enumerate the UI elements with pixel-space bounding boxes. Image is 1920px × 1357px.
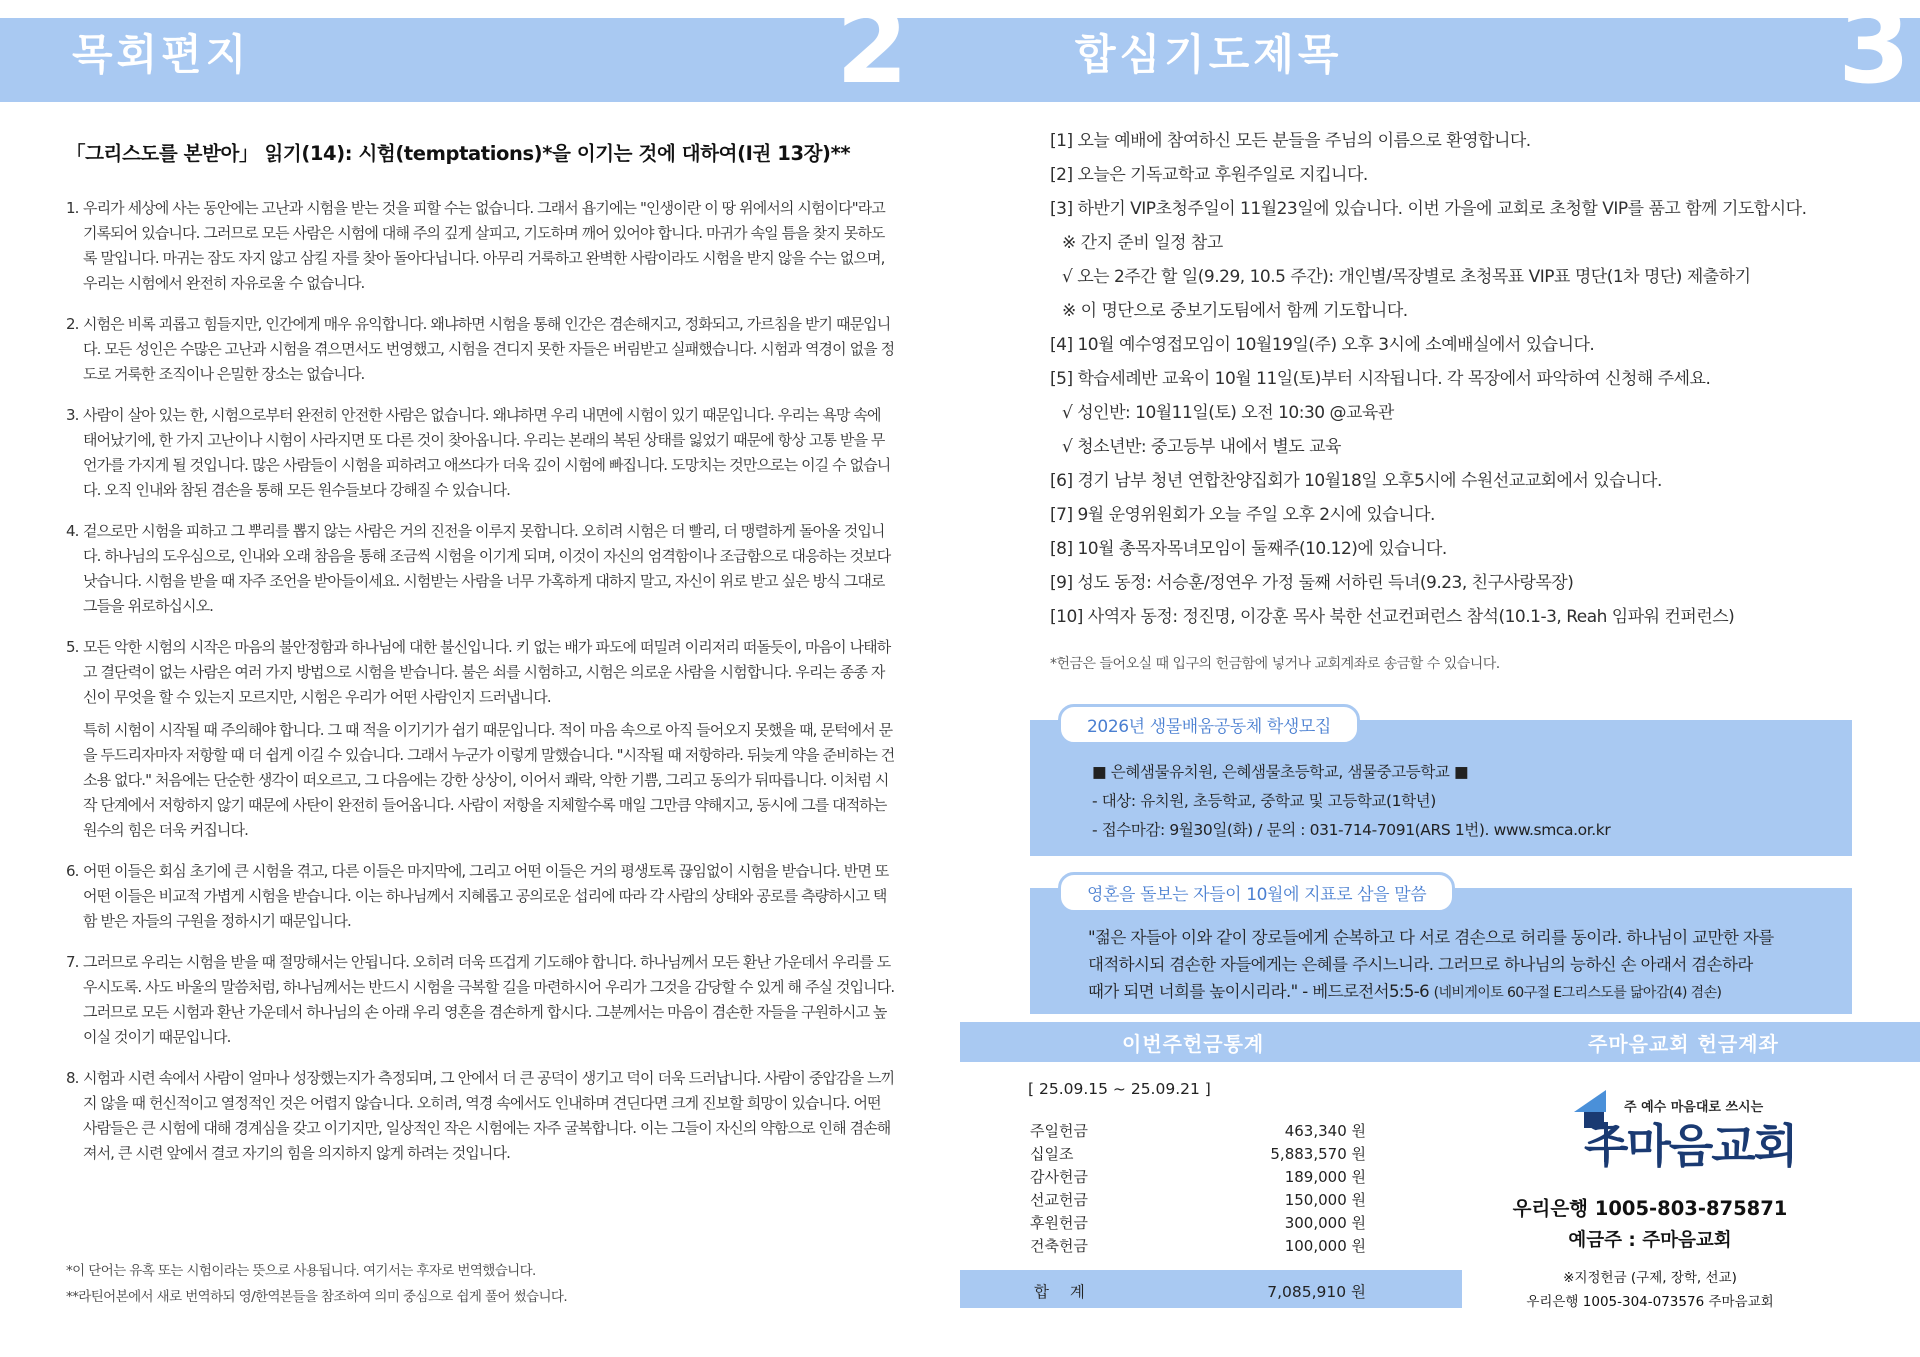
offering-label: 선교헌금 bbox=[1030, 1191, 1088, 1209]
offering-total-label: 합 계 bbox=[1034, 1283, 1093, 1301]
letter-paragraph-2 bbox=[66, 312, 898, 387]
recruit-schools: ■ 은혜샘물유치원, 은혜샘물초등학교, 샘물중고등학교 ■ bbox=[1092, 763, 1469, 781]
prayer-item: [5] 학습세례반 교육이 10월 11일(토)부터 시작됩니다. 각 목장에서 파악하여 신청해 주세요. bbox=[1050, 369, 1711, 389]
recruit-deadline: - 접수마감: 9월30일(화) / 문의 : 031-714-7091(ARS 1번). www.smca.or.kr bbox=[1092, 821, 1611, 839]
paragraph-text: 그러므로 우리는 시험을 받을 때 절망해서는 안됩니다. 오히려 더욱 뜨겁게 기도해야 합니다. 하나님께서 모든 환난 가운데서 우리를 도우시도록. 사도 바울의 말씀처럼, 하나님께서는 반드시 시험을 극복할 길을 마련하시어 우리가 그것을 감당할 수 있게 해 주실 것입니다. 그러므로 모든 시험과 환난 가운데서 하나님의 손 아래 우리 영혼을 겸손하게 합시다. 그분께서는 마음이 겸손한 자들을 구원하시고 높이실 것이기 때문입니다. bbox=[83, 953, 895, 1046]
letter-paragraph-1 bbox=[66, 196, 898, 296]
designated-account-number: 우리은행 1005-304-073576 주마음교회 bbox=[1526, 1294, 1774, 1310]
offering-amount: 150,000 원 bbox=[1284, 1191, 1366, 1209]
prayer-item: [1] 오늘 예배에 참여하신 모든 분들을 주님의 이름으로 환영합니다. bbox=[1050, 131, 1531, 151]
letter-body bbox=[66, 196, 898, 1182]
prayer-subitem: ※ 이 명단으로 중보기도팀에서 함께 기도합니다. bbox=[1062, 301, 1408, 321]
logo-tagline: 주 예수 마음대로 쓰시는 bbox=[1624, 1100, 1764, 1115]
letter-heading: 「그리스도를 본받아」 읽기(14): 시험(temptations)*을 이기는 것에 대하여(I권 13장)** bbox=[66, 142, 851, 165]
logo-wordmark: 주마음교회 bbox=[1584, 1119, 1797, 1173]
prayer-subitem: √ 성인반: 10월11일(토) 오전 10:30 @교육관 bbox=[1062, 403, 1394, 423]
right-header-title: 합심기도제목 bbox=[1075, 30, 1343, 79]
designated-offering-note: ※지정헌금 (구제, 장학, 선교) bbox=[1563, 1270, 1737, 1286]
verse-text: 때가 되면 너희를 높이시리라." - 베드로전서5:5-6 bbox=[1088, 982, 1429, 1001]
paragraph-text: 겉으로만 시험을 피하고 그 뿌리를 뽑지 않는 사람은 거의 진전을 이루지 못합니다. 오히려 시험은 더 빨리, 더 맹렬하게 돌아올 것입니다. 하나님의 도우심으로, 인내와 오래 참음을 통해 조금씩 시험을 이기게 되며, 이것이 자신의 엄격함이나 조급함으로 대응하는 것보다 낫습니다. 시험을 받을 때 자주 조언을 받아들이세요. 시험받는 사람을 너무 가혹하게 대하지 말고, 자신이 위로 받고 싶은 방식 그대로 그들을 위로하십시오. bbox=[83, 522, 891, 615]
paragraph-text: 어떤 이들은 회심 초기에 큰 시험을 겪고, 다른 이들은 마지막에, 그리고 어떤 이들은 거의 평생토록 끊임없이 시험을 받습니다. 반면 또 어떤 이들은 비교적 가볍게 시험을 받습니다. 이는 하나님께서 지혜롭고 공의로운 섭리에 따라 각 사람의 상태와 공로를 측량하시고 택함 받은 자들의 구원을 정하시기 때문입니다. bbox=[83, 862, 889, 930]
footnote-1: *이 단어는 유혹 또는 시험이라는 뜻으로 사용됩니다. 여기서는 후자로 번역했습니다. bbox=[66, 1263, 536, 1279]
letter-paragraph-3 bbox=[66, 403, 898, 503]
offering-amount: 100,000 원 bbox=[1284, 1237, 1366, 1255]
prayer-item: [7] 9월 운영위원회가 오늘 주일 오후 2시에 있습니다. bbox=[1050, 505, 1435, 525]
left-header-title: 목회편지 bbox=[72, 30, 251, 79]
letter-paragraph-7 bbox=[66, 950, 898, 1050]
verse-line-1: "젊은 자들아 이와 같이 장로들에게 순복하고 다 서로 겸손으로 허리를 동이라. 하나님이 교만한 자를 bbox=[1088, 928, 1774, 947]
footnote-2: **라틴어본에서 새로 번역하되 영/한역본들을 참조하여 의미 중심으로 쉽게 풀어 썼습니다. bbox=[66, 1289, 568, 1305]
offering-label: 십일조 bbox=[1030, 1145, 1074, 1163]
paragraph-number: 7. bbox=[66, 953, 79, 971]
letter-paragraph-8 bbox=[66, 1066, 898, 1166]
paragraph-text: 모든 악한 시험의 시작은 마음의 불안정함과 하나님에 대한 불신입니다. 키 없는 배가 파도에 떠밀려 이리저리 떠돌듯이, 마음이 나태하고 결단력이 없는 사람은 여러 가지 방법으로 시험을 받습니다. 불은 쇠를 시험하고, 시험은 의로운 사람을 시험합니다. 우리는 종종 자신이 무엇을 할 수 있는지 모르지만, 시험은 우리가 어떤 사람인지 드러냅니다. bbox=[83, 638, 891, 706]
right-page bbox=[960, 0, 1920, 1357]
verse-tab: 영혼을 돌보는 자들이 10월에 지표로 삼을 말씀 bbox=[1058, 872, 1455, 913]
prayer-item: [2] 오늘은 기독교학교 후원주일로 지킵니다. bbox=[1050, 165, 1368, 185]
prayer-item: [4] 10월 예수영접모임이 10월19일(주) 오후 3시에 소예배실에서 있습니다. bbox=[1050, 335, 1595, 355]
offering-amount: 5,883,570 원 bbox=[1270, 1145, 1366, 1163]
prayer-subitem: √ 청소년반: 중고등부 내에서 별도 교육 bbox=[1062, 437, 1341, 457]
letter-paragraph-5 bbox=[66, 635, 898, 710]
offering-period: [ 25.09.15 ~ 25.09.21 ] bbox=[1028, 1080, 1211, 1098]
right-page-number: 3 bbox=[1838, 0, 1911, 107]
offering-stats-title: 이번주헌금통계 bbox=[1122, 1032, 1265, 1056]
letter-paragraph-5-continued bbox=[66, 718, 898, 843]
paragraph-text: 특히 시험이 시작될 때 주의해야 합니다. 그 때 적을 이기기가 쉽기 때문입니다. 적이 마음 속으로 아직 들어오지 못했을 때, 문턱에서 문을 두드리자마자 저항할 때 더 쉽게 이길 수 있습니다. 그래서 누군가 이렇게 말했습니다. "시작될 때 저항하라. 뒤늦게 약을 준비하는 건 소용 없다." 처음에는 단순한 생각이 떠오르고, 그 다음에는 강한 상상이, 이어서 쾌락, 악한 기쁨, 그리고 동의가 뒤따릅니다. 이처럼 시작 단계에서 저항하지 않기 때문에 사탄이 완전히 들어옵니다. 사람이 저항을 지체할수록 매일 그만큼 약해지고, 동시에 그를 대적하는 원수의 힘은 더욱 커집니다. bbox=[83, 721, 895, 839]
offering-label: 후원헌금 bbox=[1030, 1214, 1088, 1232]
prayer-subitem: ※ 간지 준비 일정 참고 bbox=[1062, 233, 1223, 253]
prayer-item: [6] 경기 남부 청년 연합찬양집회가 10월18일 오후5시에 수원선교교회에서 있습니다. bbox=[1050, 471, 1662, 491]
paragraph-number: 3. bbox=[66, 406, 79, 424]
verse-line-2: 대적하시되 겸손한 자들에게는 은혜를 주시느니라. 그러므로 하나님의 능하신 손 아래서 겸손하라 bbox=[1088, 955, 1753, 974]
footnotes bbox=[66, 1258, 926, 1310]
offering-label: 감사헌금 bbox=[1030, 1168, 1088, 1186]
verse-line-3 bbox=[1088, 978, 1721, 1002]
prayer-item: [8] 10월 총목자목녀모임이 둘째주(10.12)에 있습니다. bbox=[1050, 539, 1447, 559]
offering-amount: 189,000 원 bbox=[1284, 1168, 1366, 1186]
prayer-item: [9] 성도 동정: 서승훈/정연우 가정 둘째 서하린 득녀(9.23, 친구사랑목장) bbox=[1050, 573, 1574, 593]
offering-amount: 300,000 원 bbox=[1284, 1214, 1366, 1232]
paragraph-number: 8. bbox=[66, 1069, 79, 1087]
paragraph-text: 우리가 세상에 사는 동안에는 고난과 시험을 받는 것을 피할 수는 없습니다. 그래서 욥기에는 "인생이란 이 땅 위에서의 시험이다"라고 기록되어 있습니다. 그러므로 모든 사람은 시험에 대해 주의 깊게 살피고, 기도하며 깨어 있어야 합니다. 마귀가 속일 틈을 찾지 못하도록 말입니다. 마귀는 잠도 자지 않고 삼킬 자를 찾아 돌아다닙니다. 아무리 거룩하고 완벽한 사람이라도 시험을 받지 않을 수는 없으며, 우리는 시험에서 완전히 자유로울 수 없습니다. bbox=[83, 199, 885, 292]
account-holder: 예금주 : 주마음교회 bbox=[1568, 1230, 1732, 1251]
recruit-tab: 2026년 생물배움공동체 학생모집 bbox=[1058, 704, 1360, 745]
paragraph-number: 2. bbox=[66, 315, 79, 333]
paragraph-number: 5. bbox=[66, 638, 79, 656]
prayer-item: [10] 사역자 동정: 정진명, 이강훈 목사 북한 선교컨퍼런스 참석(10.1-3, Reah 임파워 컨퍼런스) bbox=[1050, 607, 1735, 627]
prayer-list bbox=[1050, 124, 1890, 634]
offering-amount: 463,340 원 bbox=[1284, 1122, 1366, 1140]
offering-label: 주일헌금 bbox=[1030, 1122, 1088, 1140]
account-number: 우리은행 1005-803-875871 bbox=[1512, 1197, 1788, 1220]
paragraph-number: 1. bbox=[66, 199, 79, 217]
letter-paragraph-6 bbox=[66, 859, 898, 934]
paragraph-text: 사람이 살아 있는 한, 시험으로부터 완전히 안전한 사람은 없습니다. 왜냐하면 우리 내면에 시험이 있기 때문입니다. 우리는 욕망 속에 태어났기에, 한 가지 고난이나 시험이 사라지면 또 다른 것이 찾아옵니다. 우리는 본래의 복된 상태를 잃었기 때문에 항상 고통 받을 무언가를 가지게 될 것입니다. 많은 사람들이 시험을 피하려고 애쓰다가 더욱 깊이 시험에 빠집니다. 도망치는 것만으로는 이길 수 없습니다. 오직 인내와 참된 겸손을 통해 모든 원수들보다 강해질 수 있습니다. bbox=[83, 406, 891, 499]
offering-label: 건축헌금 bbox=[1030, 1237, 1088, 1255]
offering-total-amount: 7,085,910 원 bbox=[1267, 1283, 1366, 1301]
paragraph-text: 시험은 비록 괴롭고 힘들지만, 인간에게 매우 유익합니다. 왜냐하면 시험을 통해 인간은 겸손해지고, 정화되고, 가르침을 받기 때문입니다. 모든 성인은 수많은 고난과 시험을 겪으면서도 번영했고, 시험을 견디지 못한 자들은 버림받고 실패했습니다. 시험과 역경이 없을 정도로 거룩한 조직이나 은밀한 장소는 없습니다. bbox=[83, 315, 895, 383]
paragraph-number: 4. bbox=[66, 522, 79, 540]
prayer-subitem: √ 오는 2주간 할 일(9.29, 10.5 주간): 개인별/목장별로 초청목표 VIP표 명단(1차 명단) 제출하기 bbox=[1062, 267, 1751, 287]
verse-source-note: (네비게이토 60구절 E그리스도를 닮아감(4) 겸손) bbox=[1433, 985, 1722, 1001]
paragraph-number: 6. bbox=[66, 862, 79, 880]
account-title: 주마음교회 헌금계좌 bbox=[1588, 1032, 1779, 1056]
offering-note: *헌금은 들어오실 때 입구의 헌금함에 넣거나 교회계좌로 송금할 수 있습니다. bbox=[1050, 656, 1500, 672]
letter-paragraph-4 bbox=[66, 519, 898, 619]
left-page-number: 2 bbox=[836, 0, 909, 107]
prayer-item: [3] 하반기 VIP초청주일이 11월23일에 있습니다. 이번 가을에 교회로 초청할 VIP를 품고 함께 기도합시다. bbox=[1050, 199, 1807, 219]
recruit-target: - 대상: 유치원, 초등학교, 중학교 및 고등학교(1학년) bbox=[1092, 792, 1436, 810]
paragraph-text: 시험과 시련 속에서 사람이 얼마나 성장했는지가 측정되며, 그 안에서 더 큰 공덕이 생기고 덕이 더욱 드러납니다. 사람이 중압감을 느끼지 않을 때 헌신적이고 열정적인 것은 어렵지 않습니다. 오히려, 역경 속에서도 인내하며 견딘다면 크게 진보할 희망이 있습니다. 어떤 사람들은 큰 시험에 대해 경계심을 갖고 이기지만, 일상적인 작은 시험에는 자주 굴복합니다. 이는 그들이 자신의 약함으로 인해 겸손해져서, 큰 시련 앞에서 결코 자기의 힘을 의지하지 않게 하려는 것입니다. bbox=[83, 1069, 895, 1162]
